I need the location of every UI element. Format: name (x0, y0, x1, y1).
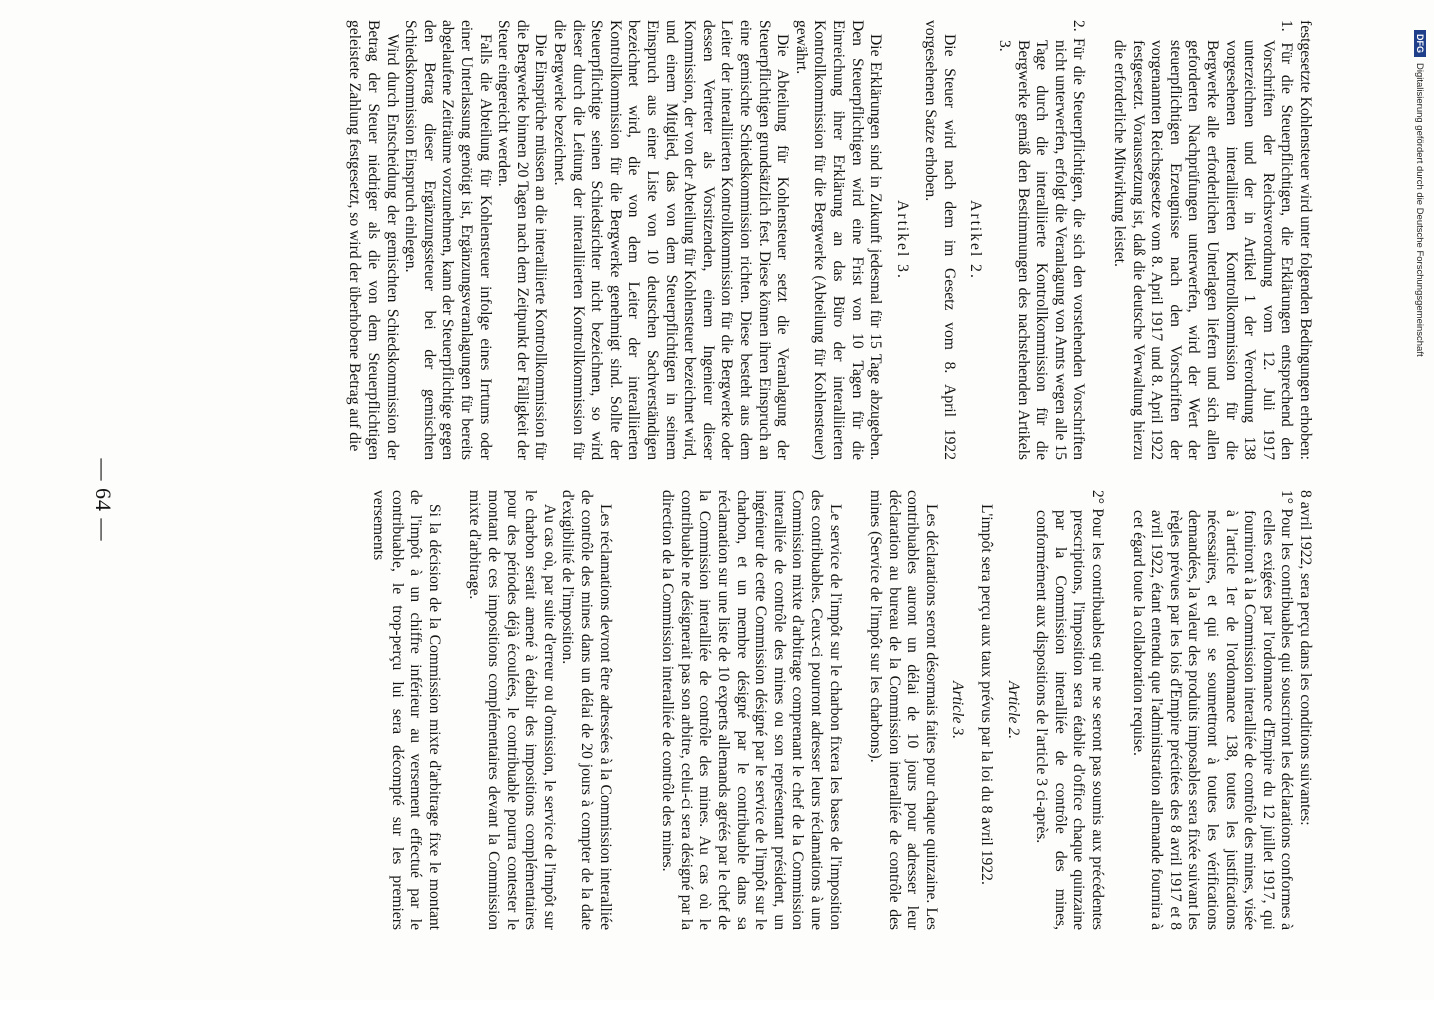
digitization-note-text: Digitalisierung gefördert durch die Deutsche Forschungsgemeinschaft (1414, 63, 1425, 357)
fr-article-3-heading: Article 3. (949, 680, 967, 740)
fr-article-3-para-2: Le service de l'impôt sur le charbon fixera les bases de l'imposition des contribuables. Ceux-ci pourront adresser leurs réclamations à une Commission mixte d'arbitrage comprenant le chef de la Commission interalliée de contrôle des mines ou son représentant président, un ingénieur de cette Commission désigné par le service de l'impôt sur le charbon, et un membre désigné par le contribuable dans sa réclamation sur une liste de 10 experts allemands agréés par le chef de la Commission interalliée de contrôle des mines. Au cas où le contribuable ne désignerait pas son arbitre, celui-ci sera désigné par la direction de la Commission interalliée de contrôle des mines. (659, 490, 844, 930)
fr-article-2-heading: Article 2. (1004, 680, 1022, 740)
page-number: — 64 — (91, 458, 116, 542)
fr-article-3-para-4: Au cas où, par suite d'erreur ou d'omission, le service de l'impôt sur le charbon serait amené à établir des impositions complémentaires pour des périodes déjà écoulées, le contribuable pourra contester le montant de ces impositions complémentaires devant la Commission mixte d'arbitrage. (466, 490, 558, 930)
de-article-3-para-2: Die Abteilung für Kohlensteuer setzt die Veranlagung der Steuerpflichtigen grundsätzlich fest. Diese können ihren Einspruch an eine gemischte Schiedskommission richten. Diese besteht aus dem Leiter der interalliierten Kontrollkommission für die Bergwerke oder dessen Vertreter als Vorsitzenden, einem Ingenieur dieser Kommission, der von der Abteilung für Kohlensteuer bezeichnet wird, und einem Mitglied, das von dem Steuerpflichtigen in seinem Einspruch aus einer Liste von 10 deutschen Sachverständigen bezeichnet wird, die von dem Leiter der interalliierten Kontrollkommission für die Bergwerke genehmigt sind. Sollte der Steuerpflichtige seinen Schiedsrichter nicht bezeichnen, so wird dieser durch die Leitung der interalliierten Kontrollkommission für die Bergwerke bezeichnet. (551, 20, 792, 460)
de-article-2-heading: Artikel 2. (967, 200, 985, 280)
de-item-2: 2. Für die Steuerpflichtigen, die sich den vorstehenden Vorschriften nicht unterwerfen, erfolgt die Veranlagung von Amts wegen alle 15 Tage durch die interalliierte Kontrollkommission für die Bergwerke gemäß den Bestimmungen des nachstehenden Artikels 3. (996, 20, 1088, 460)
de-article-3-para-5: Wird durch Entscheidung der gemischten Schiedskommission der Betrag der Steuer niedriger als die von dem Steuerpflichtigen geleistete Zahlung festgesetzt, so wird der überhobene Betrag auf die (346, 20, 401, 460)
german-column (345, 20, 1314, 460)
fr-article-3-para-5: Si la décision de la Commission mixte d'arbitrage fixe le montant de l'impôt à un chiffre inférieur au versement effectué par le contribuable, le trop-perçu lui sera décompté sur les premiers versements (370, 490, 443, 930)
fr-article-3-para-3: Les réclamations devront être adressées à la Commission interalliée de contrôle des mines dans un délai de 20 jours à compter de la date d'exigibilité de l'imposition. (559, 490, 614, 930)
fr-item-1: 1° Pour les contribuables qui souscriront les déclarations conformes à celles exigées par l'ordonnance d'Empire du 12 juillet 1917, qui fourniront à la Commission interalliée de contrôle des mines, visée à l'article 1er de l'ordonnance 138, toutes les justifications nécessaires, et qui se soumettront à toutes les vérifications demandées, la valeur des produits imposables sera fixée suivant les règles prévues par les lois d'Empire précitées des 8 avril 1917 et 8 avril 1922, étant entendu que l'administration allemande fournira à cet égard toute la collaboration requise. (1129, 490, 1296, 930)
dfg-logo: DFG (1414, 30, 1426, 57)
fr-intro: 8 avril 1922, sera perçu dans les conditions suivantes: (1297, 490, 1314, 826)
de-item-1: 1. Für die Steuerpflichtigen, die Erklärungen entsprechend den Vorschriften der Reichsverordnung vom 12. Juli 1917 unterzeichnen und der in Artikel 1 der Verordnung 138 vorgesehenen interalliierten Kontrollkommission für die Bergwerke alle erforderlichen Unterlagen liefern und sich allen geforderten Nachprüfungen unterwerfen, wird der Wert der steuerpflichtigen Erzeugnisse nach den Vorschriften der vorgenannten Reichsgesetze vom 8. April 1917 und 8. April 1922 festgesetzt. Voraussetzung ist, daß die deutsche Verwaltung hierzu die erforderliche Mitwirkung leistet. (1111, 20, 1296, 460)
fr-article-2-text: L'impôt sera perçu aux taux prévus par la loi du 8 avril 1922. (978, 504, 996, 885)
de-intro: festgesetzte Kohlensteuer wird unter folgenden Bedingungen erhoben: (1297, 20, 1314, 460)
de-article-3-heading: Artikel 3. (893, 200, 911, 280)
digitization-note (1414, 30, 1426, 1010)
de-article-2-text: Die Steuer wird nach dem im Gesetz vom 8. April 1922 vorgesehenen Satze erhoben. (922, 20, 958, 460)
de-article-3-para-1: Die Erklärungen sind in Zukunft jedesmal für 15 Tage abzugeben. Den Steuerpflichtigen wird eine Frist von 10 Tagen für die Einreichung ihrer Erklärung an das Büro der interalliierten Kontrollkommission für die Bergwerke (Abteilung für Kohlensteuer) gewährt. (792, 20, 885, 460)
fr-item-2: 2° Pour les contribuables qui ne se seront pas soumis aux précédentes prescriptions, l'imposition sera établie d'office chaque quinzaine par la Commission interalliée de contrôle des mines, conformément aux dispositions de l'article 3 ci-après. (1033, 490, 1107, 930)
de-article-3-para-3: Die Einsprüche müssen an die interalliierte Kontrollkommission für die Bergwerke binnen 20 Tagen nach dem Zeitpunkt der Fälligkeit der Steuer eingereicht werden. (495, 20, 550, 460)
de-article-3-para-4: Falls die Abteilung für Kohlensteuer infolge eines Irrtums oder einer Unterlassung genötigt ist, Ergänzungsveranlagungen für bereits abgelaufene Zeiträume vorzunehmen, kann der Steuerpflichtige gegen den Betrag dieser Ergänzungssteuer bei der gemischten Schiedskommission Einspruch einlegen. (402, 20, 494, 460)
fr-article-3-para-1: Les déclarations seront désormais faites pour chaque quinzaine. Les contribuables auront un délai de 10 jours pour adresser leur déclaration au bureau de la Commission interalliée de contrôle des mines (Service de l'impôt sur les charbons). (867, 490, 940, 930)
french-column (368, 490, 1314, 930)
